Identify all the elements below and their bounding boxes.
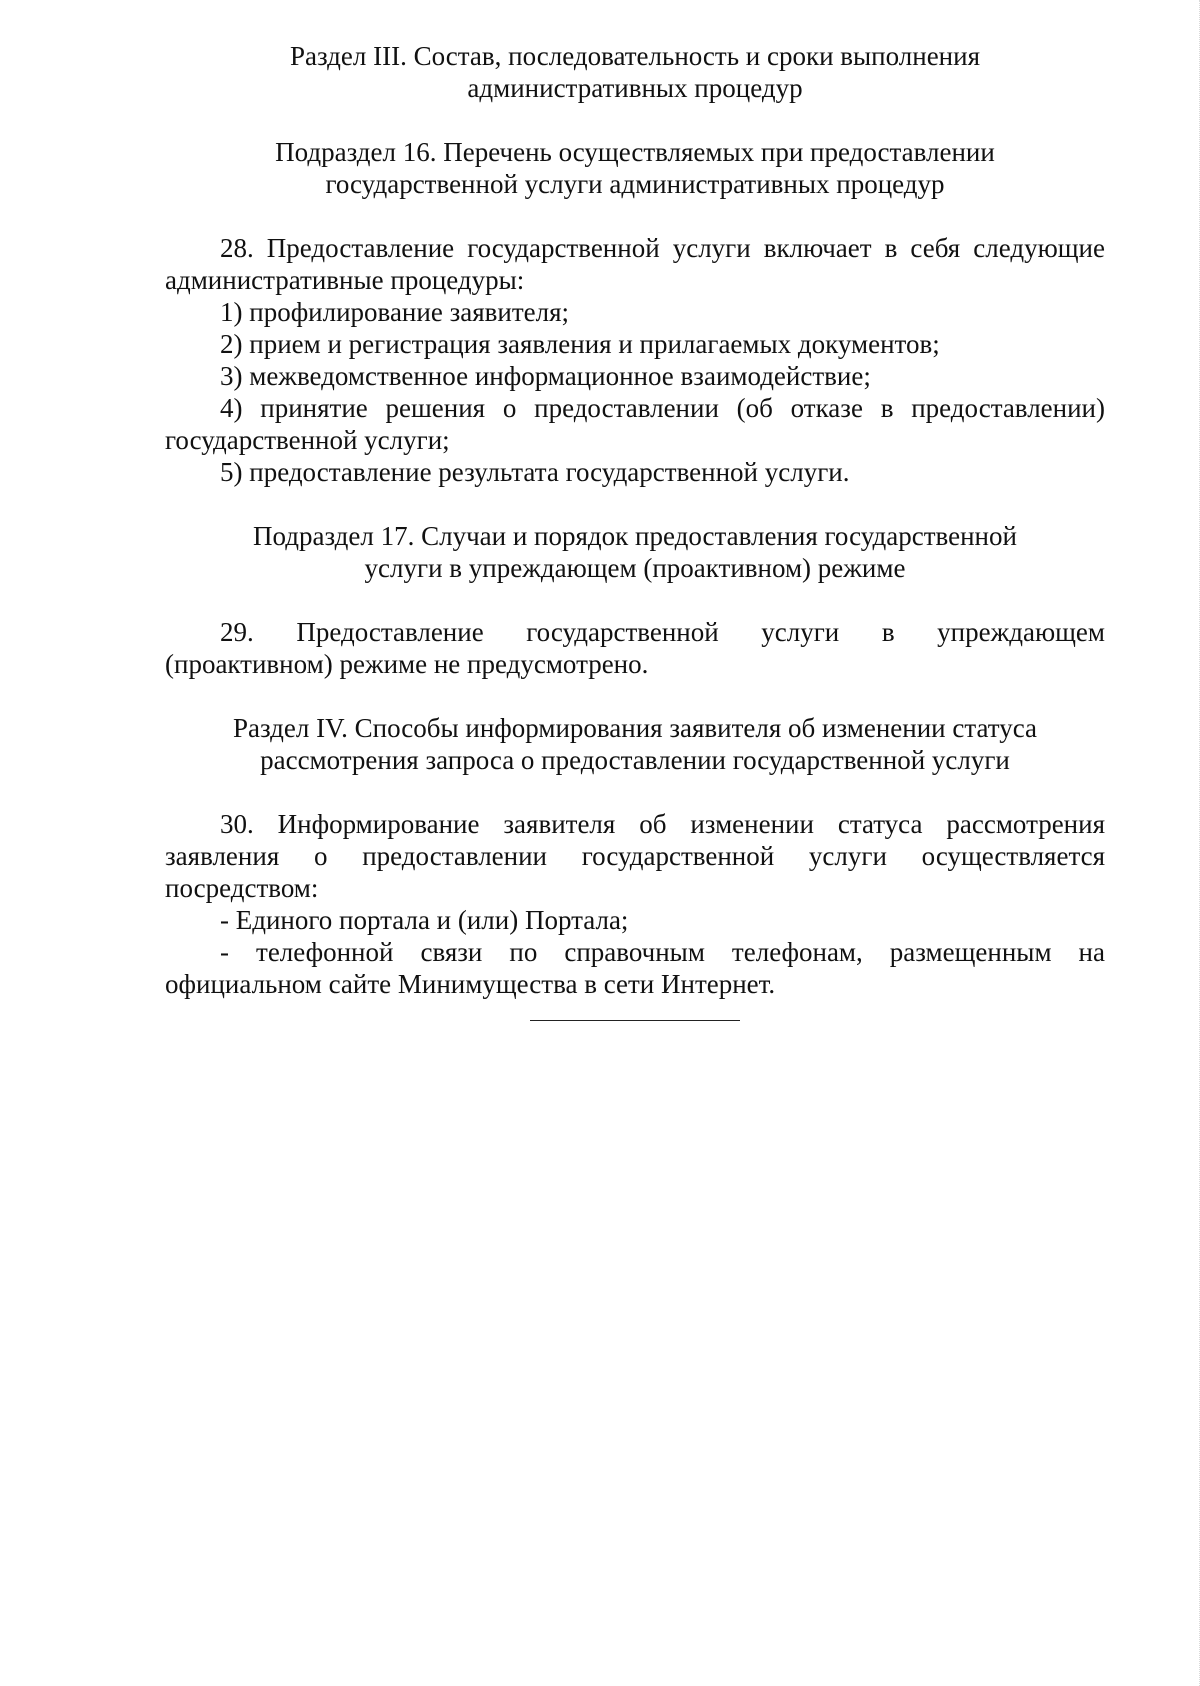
procedure-item-2: 2) прием и регистрация заявления и прилагаемых документов; [220, 329, 940, 359]
paragraph-30-line-2: заявления о предоставлении государственной услуги осуществляется [165, 841, 1105, 871]
section-3-heading-line-1: Раздел III. Состав, последовательность и сроки выполнения [290, 41, 980, 71]
section-4-heading [165, 712, 1105, 776]
paragraph-28-line-2: административные процедуры: [165, 265, 525, 295]
paragraph-30-line-3: посредством: [165, 873, 319, 903]
info-channel-1: - Единого портала и (или) Портала; [220, 905, 629, 935]
info-channel-2-line-1: - телефонной связи по справочным телефонам, размещенным на [220, 937, 1105, 967]
end-of-document-rule [530, 1020, 740, 1021]
section-4-heading-line-2: рассмотрения запроса о предоставлении государственной услуги [260, 745, 1010, 775]
subsection-16-heading-line-1: Подраздел 16. Перечень осуществляемых при предоставлении [275, 137, 995, 167]
subsection-17-heading-line-2: услуги в упреждающем (проактивном) режиме [364, 553, 906, 583]
document-body [165, 40, 1105, 1000]
subsection-17-heading [165, 520, 1105, 584]
paragraph-29 [165, 616, 1105, 680]
subsection-16-heading-line-2: государственной услуги административных процедур [325, 169, 945, 199]
paragraph-29-line-1: 29. Предоставление государственной услуги в упреждающем [220, 617, 1105, 647]
procedure-item-3: 3) межведомственное информационное взаимодействие; [220, 361, 871, 391]
paragraph-29-line-2: (проактивном) режиме не предусмотрено. [165, 649, 649, 679]
section-4-heading-line-1: Раздел IV. Способы информирования заявителя об изменении статуса [233, 713, 1037, 743]
section-3-heading-line-2: административных процедур [467, 73, 803, 103]
procedure-item-1: 1) профилирование заявителя; [220, 297, 570, 327]
paragraph-28-line-1: 28. Предоставление государственной услуги включает в себя следующие [220, 233, 1105, 263]
scan-edge [1195, 0, 1200, 1686]
subsection-16-heading [165, 136, 1105, 200]
procedure-item-4-line-1: 4) принятие решения о предоставлении (об отказе в предоставлении) [220, 393, 1105, 423]
section-3-heading [165, 40, 1105, 104]
paragraph-28 [165, 232, 1105, 488]
procedure-item-5: 5) предоставление результата государственной услуги. [220, 457, 850, 487]
subsection-17-heading-line-1: Подраздел 17. Случаи и порядок предоставления государственной [253, 521, 1017, 551]
info-channel-2-line-2: официальном сайте Минимущества в сети Интернет. [165, 969, 776, 999]
procedure-item-4-line-2: государственной услуги; [165, 425, 450, 455]
paragraph-30-line-1: 30. Информирование заявителя об изменении статуса рассмотрения [220, 809, 1105, 839]
paragraph-30 [165, 808, 1105, 1000]
